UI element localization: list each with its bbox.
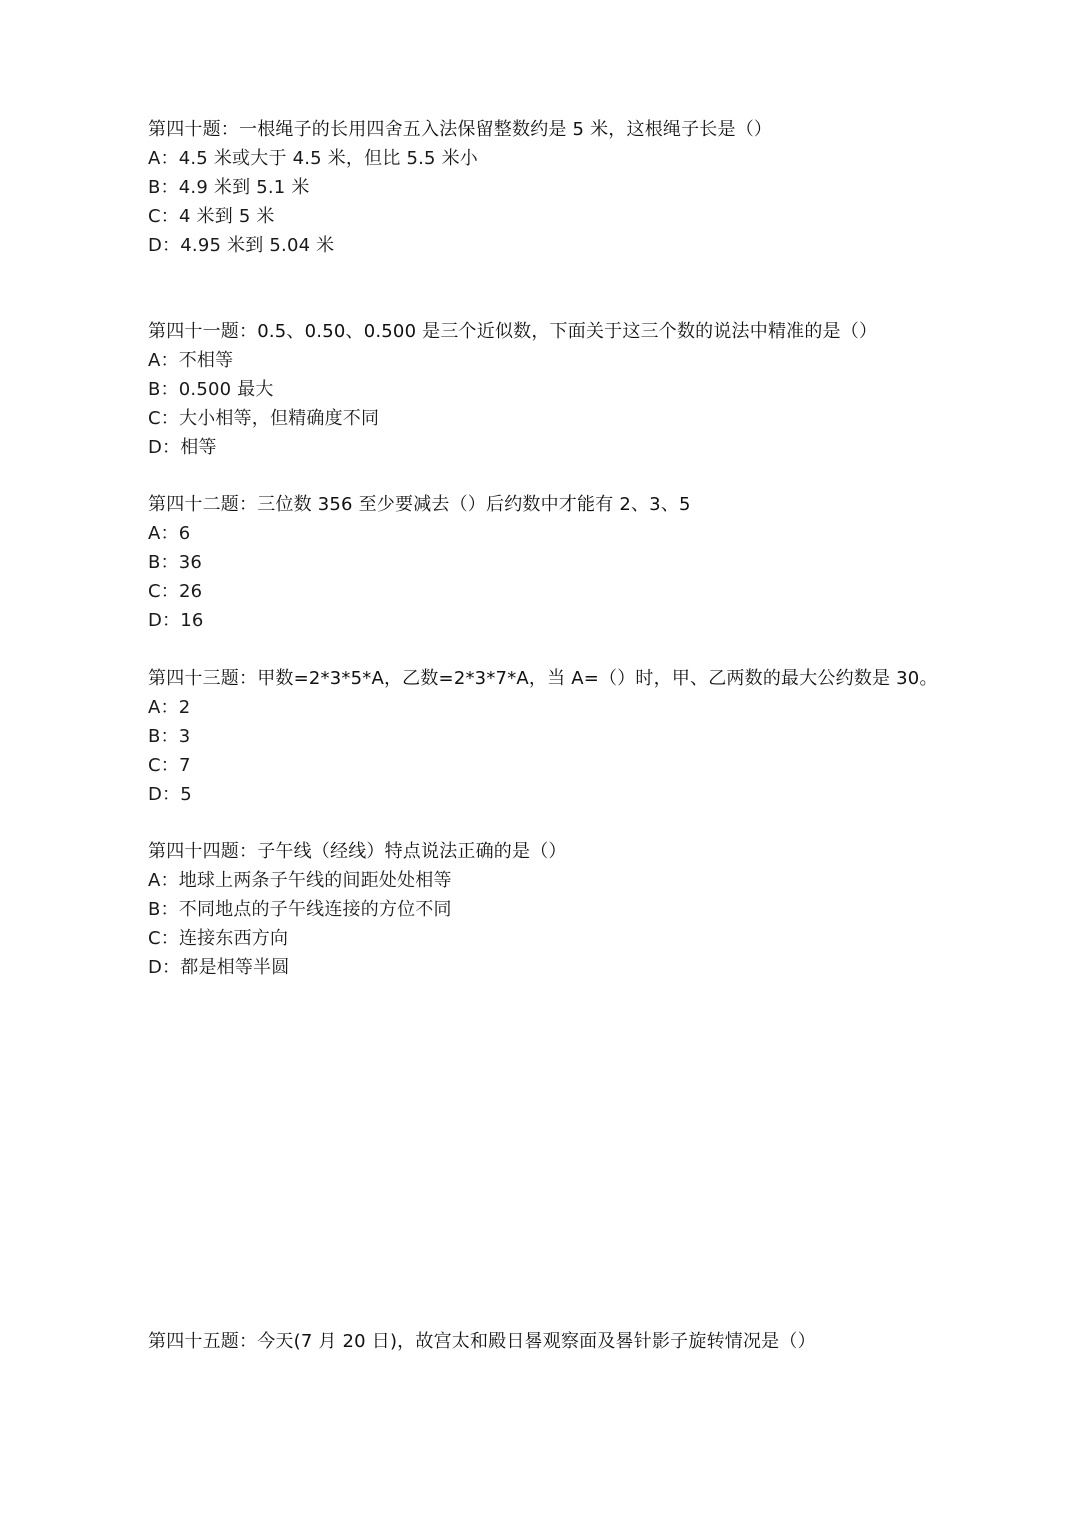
option-d: D：5 [148,784,192,805]
question-title: 第四十二题：三位数 356 至少要减去（）后约数中才能有 2、3、5 [148,494,691,515]
option-a: A：6 [148,523,191,544]
option-d: D：16 [148,610,204,631]
question-40 [148,115,1008,260]
question-45 [148,1327,1008,1356]
option-c: C：大小相等，但精确度不同 [148,408,380,429]
option-d: D：4.95 米到 5.04 米 [148,235,335,256]
option-c: C：4 米到 5 米 [148,206,275,227]
option-c: C：7 [148,755,191,776]
question-title: 第四十三题：甲数=2*3*5*A，乙数=2*3*7*A，当 A=（）时，甲、乙两数的最大公约数是 30。 [148,668,938,689]
option-d: D：都是相等半圆 [148,957,290,978]
option-b: B：4.9 米到 5.1 米 [148,177,310,198]
option-a: A：4.5 米或大于 4.5 米，但比 5.5 米小 [148,148,478,169]
option-b: B：3 [148,726,191,747]
option-a: A：2 [148,697,191,718]
question-title: 第四十四题：子午线（经线）特点说法正确的是（） [148,841,567,862]
question-title: 第四十五题：今天(7 月 20 日)，故宫太和殿日晷观察面及晷针影子旋转情况是（） [148,1331,816,1352]
option-b: B：0.500 最大 [148,379,274,400]
option-d: D：相等 [148,437,217,458]
question-44 [148,837,1008,982]
question-42 [148,490,1008,635]
option-a: A：不相等 [148,350,234,371]
question-41 [148,317,1008,462]
option-b: B：36 [148,552,203,573]
option-c: C：连接东西方向 [148,928,289,949]
option-c: C：26 [148,581,203,602]
option-b: B：不同地点的子午线连接的方位不同 [148,899,452,920]
question-title: 第四十一题：0.5、0.50、0.500 是三个近似数，下面关于这三个数的说法中精准的是（） [148,321,878,342]
question-title: 第四十题：一根绳子的长用四舍五入法保留整数约是 5 米，这根绳子长是（） [148,119,773,140]
question-43 [148,664,1008,809]
option-a: A：地球上两条子午线的间距处处相等 [148,870,452,891]
